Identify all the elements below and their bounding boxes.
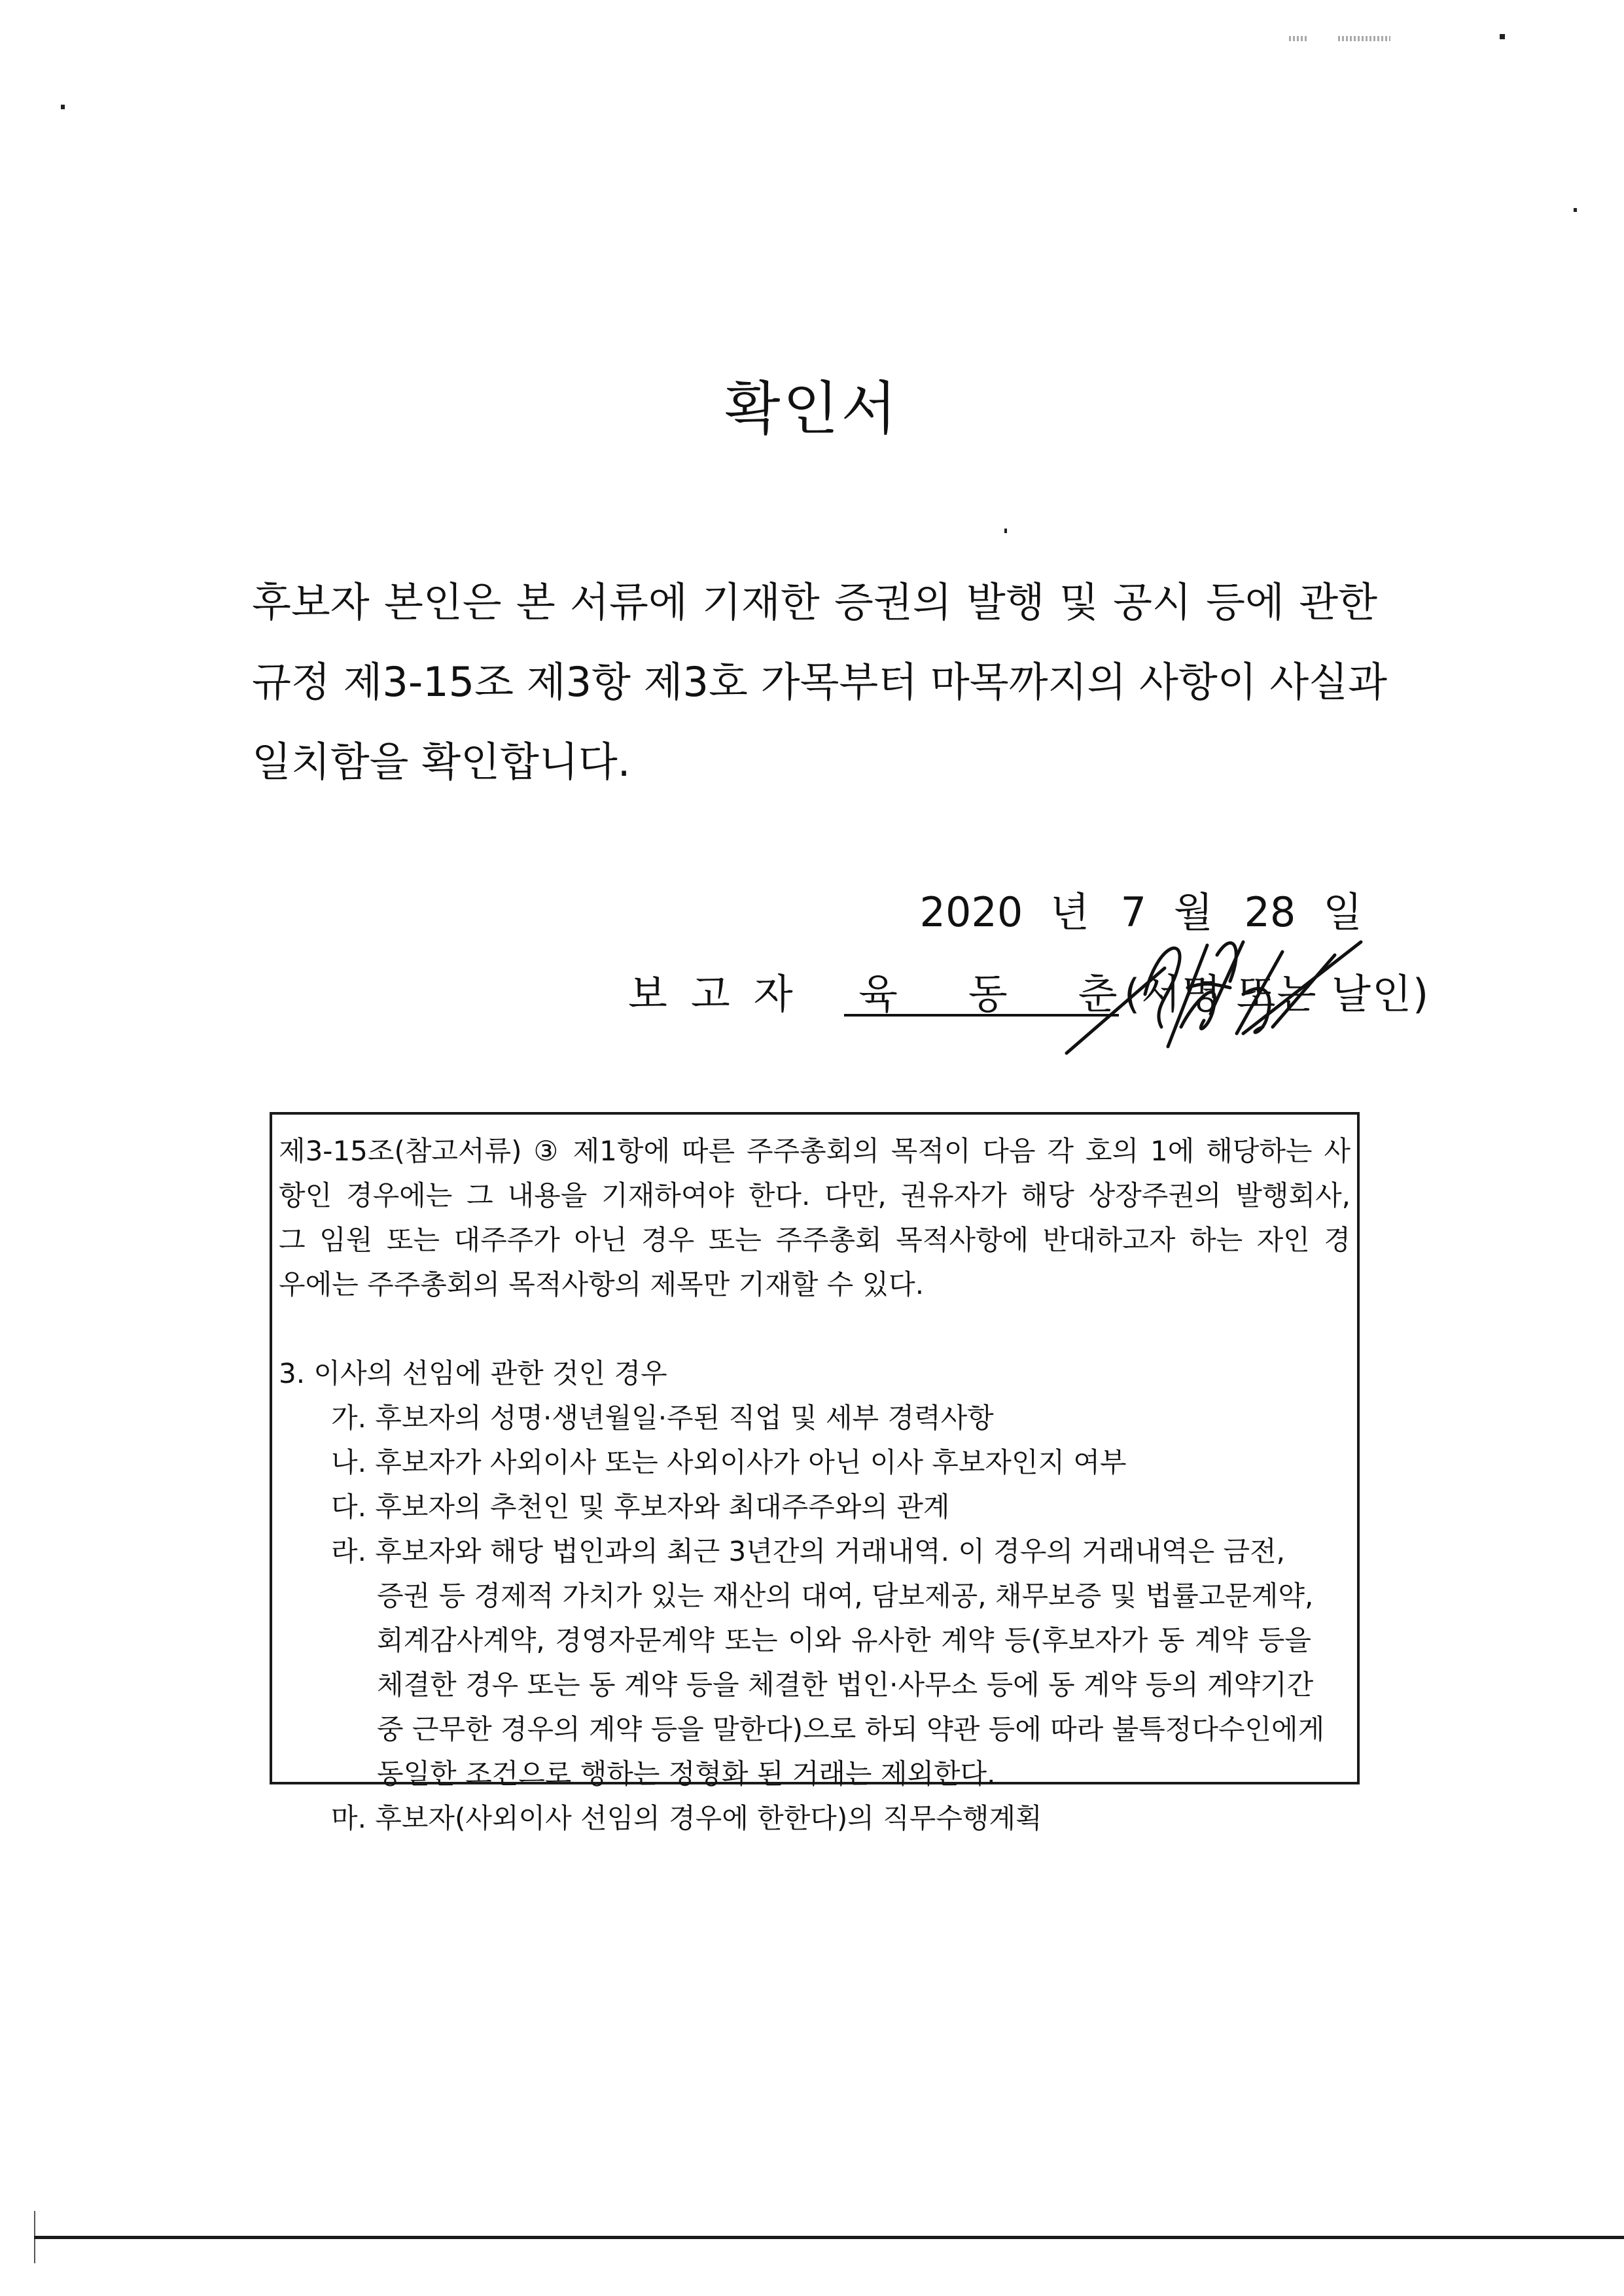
date-month-unit: 월 [1173, 888, 1213, 936]
date-day-unit: 일 [1323, 888, 1362, 936]
statement-line: 규정 제3-15조 제3항 제3호 가목부터 마목까지의 사항이 사실과 [252, 658, 1388, 706]
seal-note: (서명 또는 날인) [1124, 970, 1430, 1018]
reference-regulation-box [270, 1112, 1360, 1834]
scan-speck [61, 105, 65, 109]
reporter-label: 보고자 [628, 970, 817, 1018]
list-item-ra-continued: 동일한 조건으로 행하는 정형화 된 거래는 제외한다. [377, 1758, 996, 1790]
list-item-ra: 라. 후보자와 해당 법인과의 최근 3년간의 거래내역. 이 경우의 거래내역은 금전, [331, 1535, 1286, 1567]
regulation-text-line: 항인 경우에는 그 내용을 기재하여야 한다. 다만, 권유자가 해당 상장주권의 발행회사, [279, 1179, 1350, 1211]
list-item-ra-continued: 회계감사계약, 경영자문계약 또는 이와 유사한 계약 등(후보자가 동 계약 등을 [377, 1624, 1311, 1656]
reporter-name: 육동춘 [858, 970, 1188, 1018]
scan-bottom-edge-line [34, 2236, 1624, 2239]
list-item-ga: 가. 후보자의 성명·생년월일·주된 직업 및 세부 경력사항 [331, 1402, 994, 1434]
spacer [279, 1307, 1350, 1351]
scan-speck [1004, 529, 1007, 533]
regulation-text-line: 그 임원 또는 대주주가 아닌 경우 또는 주주총회 목적사항에 반대하고자 하는 자인 경 [279, 1224, 1350, 1256]
handwritten-signature-icon [1047, 929, 1374, 1060]
list-item-ma: 마. 후보자(사외이사 선임의 경우에 한한다)의 직무수행계획 [331, 1802, 1042, 1834]
section-heading: 3. 이사의 선임에 관한 것인 경우 [279, 1357, 667, 1389]
date-year: 2020 [919, 888, 1023, 936]
list-item-ra-continued: 중 근무한 경우의 계약 등을 말한다)으로 하되 약관 등에 따라 불특정다수인에게 [377, 1713, 1325, 1745]
date-day: 28 [1244, 888, 1296, 936]
list-item-ra-continued: 증권 등 경제적 가치가 있는 재산의 대여, 담보제공, 채무보증 및 법률고문계약, [377, 1580, 1314, 1612]
date-year-unit: 년 [1050, 888, 1089, 936]
regulation-text-line: 제3-15조(참고서류) ③ 제1항에 따른 주주총회의 목적이 다음 각 호의 1에 해당하는 사 [279, 1135, 1350, 1167]
confirmation-statement [252, 563, 1388, 802]
date-month: 7 [1120, 888, 1147, 936]
scan-artifact [1289, 36, 1309, 41]
document-title: 확인서 [724, 375, 900, 442]
statement-line: 일치함을 확인합니다. [252, 738, 631, 786]
scan-speck [1574, 208, 1577, 212]
scan-speck [1500, 34, 1505, 39]
scan-artifact [1338, 36, 1390, 41]
regulation-text-line: 우에는 주주총회의 목적사항의 제목만 기재할 수 있다. [279, 1268, 925, 1300]
list-item-ra-continued: 체결한 경우 또는 동 계약 등을 체결한 법인·사무소 등에 동 계약 등의 계약기간 [377, 1669, 1314, 1701]
list-item-na: 나. 후보자가 사외이사 또는 사외이사가 아닌 이사 후보자인지 여부 [331, 1446, 1127, 1478]
list-item-da: 다. 후보자의 추천인 및 후보자와 최대주주와의 관계 [331, 1491, 950, 1523]
statement-line: 후보자 본인은 본 서류에 기재한 증권의 발행 및 공시 등에 관한 [252, 578, 1377, 626]
